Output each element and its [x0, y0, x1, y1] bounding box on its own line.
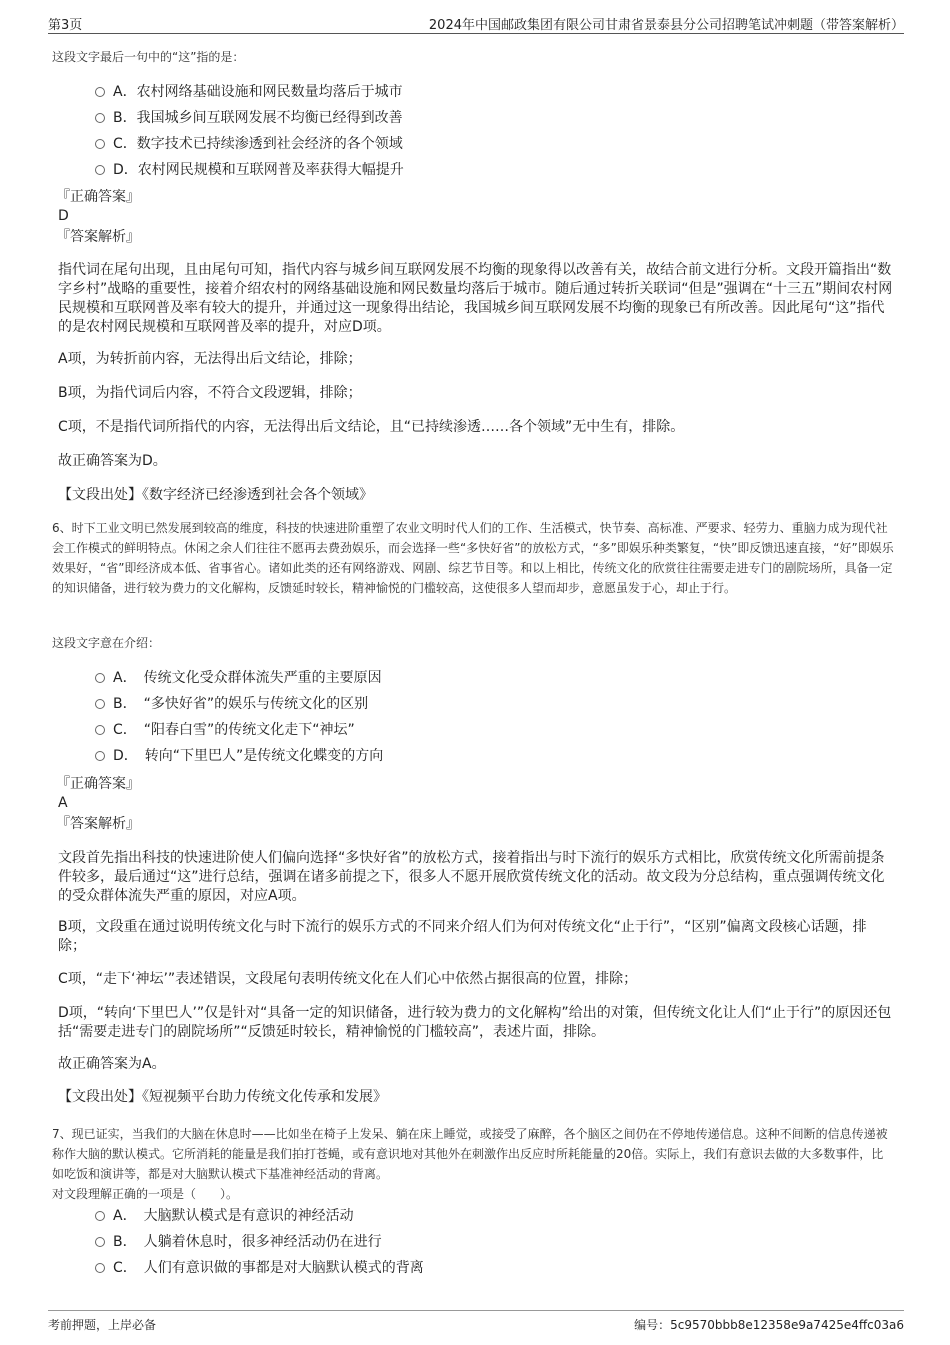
q6-option-a[interactable]: A． 传统文化受众群体流失严重的主要原因: [95, 668, 382, 688]
q5-analysis-c: C项，不是指代词所指代的内容，无法得出后文结论，且“已持续渗透……各个领域”无中生有，排除。: [58, 419, 685, 435]
q5-answer: D: [58, 208, 69, 224]
q6-analysis-c: C项，“走下‘神坛’”表述错误，文段尾句表明传统文化在人们心中依然占据很高的位置，排除；: [58, 971, 638, 987]
q7-stem: 7、现已证实，当我们的大脑在休息时——比如坐在椅子上发呆、躺在床上睡觉，或接受了麻醉，各个脑区之间仍在不停地传递信息。这种不间断的信息传递被称作大脑的默认模式。它所消耗的能量是我们拍打苍蝇，或有意识地对其他外在刺激作出反应时所耗能量的20倍。实际上，我们有意识去做的大多数事件，比如吃饭和演讲等，都是对大脑默认模式下基准神经活动的背离。: [52, 1127, 888, 1181]
radio-icon[interactable]: [95, 673, 105, 683]
q6-analysis-b: B项，文段重在通过说明传统文化与时下流行的娱乐方式的不同来介绍人们为何对传统文化“止于行”，“区别”偏离文段核心话题，排除；: [58, 919, 867, 954]
q6-answer-label: 『正确答案』: [56, 776, 140, 792]
q5-option-d[interactable]: D．农村网民规模和互联网普及率获得大幅提升: [95, 160, 404, 180]
q5-option-a[interactable]: A．农村网络基础设施和网民数量均落后于城市: [95, 82, 403, 102]
radio-icon[interactable]: [95, 87, 105, 97]
q6-conclusion: 故正确答案为A。: [58, 1056, 166, 1072]
q6-analysis-d: D项，“转向‘下里巴人’”仅是针对“具备一定的知识储备，进行较为费力的文化解构”给出的对策，但传统文化让人们“止于行”的原因还包括“需要走进专门的剧院场所”“反馈延时较长，精神愉悦的门槛较高”，表述片面，排除。: [58, 1005, 892, 1040]
page-footer: [48, 1310, 904, 1336]
q5-analysis-label: 『答案解析』: [56, 229, 140, 245]
q7-option-b[interactable]: B． 人躺着休息时，很多神经活动仍在进行: [95, 1232, 382, 1252]
document-id: 编号：5c9570bbb8e12358e9a7425e4ffc03a6: [634, 1318, 904, 1332]
q6-source: 【文段出处】《短视频平台助力传统文化传承和发展》: [58, 1089, 387, 1105]
radio-icon[interactable]: [95, 113, 105, 123]
q6-option-c[interactable]: C． “阳春白雪”的传统文化走下“神坛”: [95, 720, 355, 740]
q5-source: 【文段出处】《数字经济已经渗透到社会各个领域》: [58, 487, 373, 503]
radio-icon[interactable]: [95, 1263, 105, 1273]
q7-prompt: 对文段理解正确的一项是（ ）。: [52, 1187, 239, 1201]
radio-icon[interactable]: [95, 139, 105, 149]
q6-analysis-label: 『答案解析』: [56, 816, 140, 832]
q5-analysis-b: B项，为指代词后内容，不符合文段逻辑，排除；: [58, 385, 362, 401]
q5-option-c[interactable]: C．数字技术已持续渗透到社会经济的各个领域: [95, 134, 403, 154]
radio-icon[interactable]: [95, 725, 105, 735]
page-header: [48, 14, 904, 34]
page-number: 第3页: [48, 18, 83, 33]
radio-icon[interactable]: [95, 1237, 105, 1247]
q7-option-c[interactable]: C． 人们有意识做的事都是对大脑默认模式的背离: [95, 1258, 424, 1278]
radio-icon[interactable]: [95, 1211, 105, 1221]
q6-answer: A: [58, 795, 68, 811]
q5-conclusion: 故正确答案为D。: [58, 453, 167, 469]
q6-analysis-main: 文段首先指出科技的快速进阶使人们偏向选择“多快好省”的放松方式，接着指出与时下流行的娱乐方式相比，欣赏传统文化所需前提条件较多，最后通过“这”进行总结，强调在诸多前提之下，很多人不愿开展欣赏传统文化的活动。故文段为分总结构，重点强调传统文化的受众群体流失严重的原因，对应A项。: [58, 850, 885, 904]
radio-icon[interactable]: [95, 751, 105, 761]
q5-analysis-a: A项，为转折前内容，无法得出后文结论，排除；: [58, 351, 362, 367]
q6-prompt: 这段文字意在介绍：: [52, 636, 161, 650]
q5-option-b[interactable]: B．我国城乡间互联网发展不均衡已经得到改善: [95, 108, 403, 128]
q7-option-a[interactable]: A． 大脑默认模式是有意识的神经活动: [95, 1206, 354, 1226]
document-title: 2024年中国邮政集团有限公司甘肃省景泰县分公司招聘笔试冲刺题（带答案解析）: [428, 18, 904, 33]
radio-icon[interactable]: [95, 699, 105, 709]
radio-icon[interactable]: [95, 165, 105, 175]
q5-analysis-main: 指代词在尾句出现，且由尾句可知，指代内容与城乡间互联网发展不均衡的现象得以改善有关，故结合前文进行分析。文段开篇指出“数字乡村”战略的重要性，接着介绍农村的网络基础设施和网民数量均落后于城市。随后通过转折关联词“但是”强调在“十三五”期间农村网民规模和互联网普及率有较大的提升，并通过这一现象得出结论，我国城乡间互联网发展不均衡的现象已有所改善。因此尾句“这”指代的是农村网民规模和互联网普及率的提升，对应D项。: [58, 262, 893, 335]
q5-stem-tail: 这段文字最后一句中的“这”指的是：: [52, 50, 245, 64]
q6-option-b[interactable]: B． “多快好省”的娱乐与传统文化的区别: [95, 694, 368, 714]
q6-stem: 6、时下工业文明已然发展到较高的维度，科技的快速进阶重塑了农业文明时代人们的工作、生活模式，快节奏、高标准、严要求、轻劳力、重脑力成为现代社会工作模式的鲜明特点。休闲之余人们往往不愿再去费劲娱乐，而会选择一些“多快好省”的放松方式，“多”即娱乐种类繁复，“快”即反馈迅速直接，“好”即娱乐效果好，“省”即经济成本低、省事省心。诸如此类的还有网络游戏、网剧、综艺节目等。和以上相比，传统文化的欣赏往往需要走进专门的剧院场所，具备一定的知识储备，进行较为费力的文化解构，反馈延时较长，精神愉悦的门槛较高，这使很多人望而却步，意愿虽发于心，却止于行。: [52, 521, 894, 595]
footer-slogan: 考前押题，上岸必备: [48, 1318, 157, 1332]
q6-option-d[interactable]: D． 转向“下里巴人”是传统文化蝶变的方向: [95, 746, 383, 766]
q5-answer-label: 『正确答案』: [56, 189, 140, 205]
